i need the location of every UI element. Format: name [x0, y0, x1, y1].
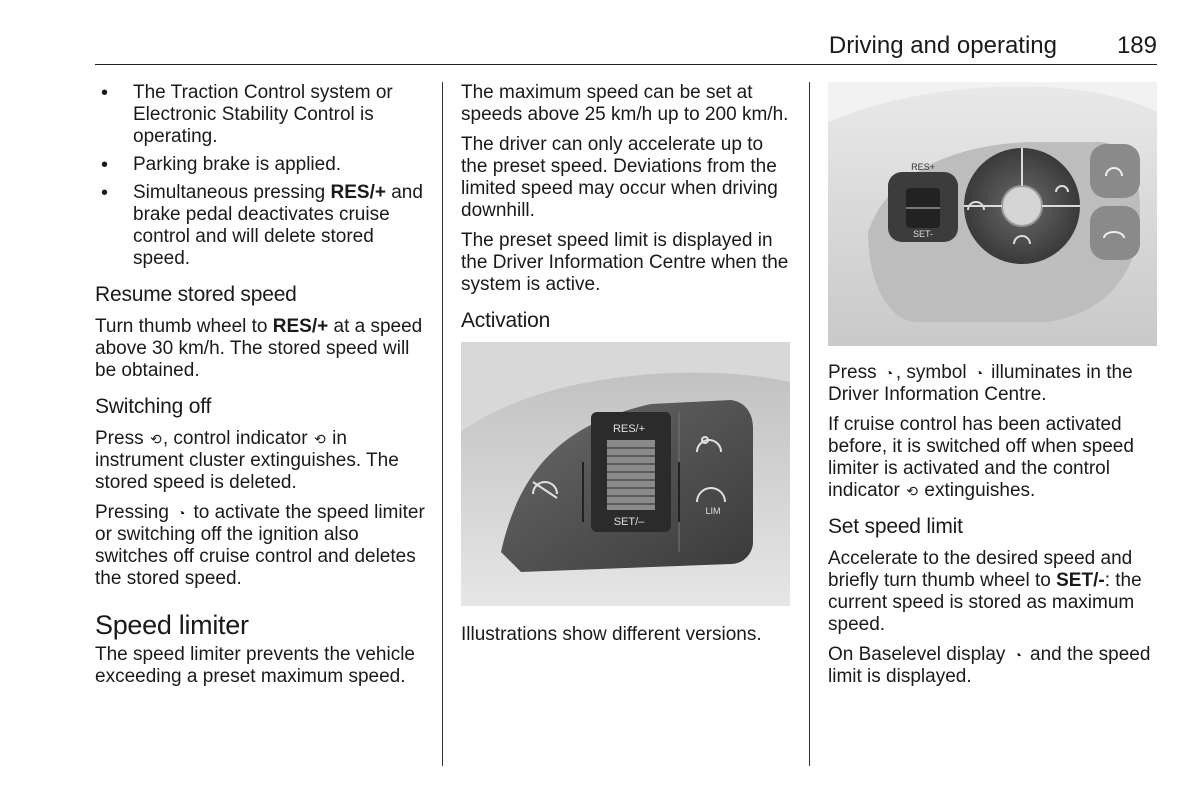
steering-wheel-controls-illustration-2 — [828, 82, 1157, 346]
speed-limiter-icon: ◔ — [974, 365, 984, 381]
speed-limiter-icon: ◔ — [1013, 647, 1022, 663]
column-right — [828, 82, 1157, 696]
column-left — [95, 82, 427, 696]
svg-text:RES/+: RES/+ — [612, 423, 646, 435]
svg-text:SET-: SET- — [912, 229, 934, 239]
heading-activation: Activation — [461, 309, 551, 332]
column-divider-left — [442, 82, 443, 766]
column-divider-right — [809, 82, 810, 766]
accelerate-text: The driver can only accelerate up to the preset speed. Deviations from the limited speed may occur when driving downhill. — [461, 134, 778, 221]
press-limiter-text: Press ◔ , symbol ◔ illuminates in the Driver Information Centre. — [828, 362, 1133, 405]
speed-limiter-icon: ◔ — [884, 365, 894, 381]
cruise-control-off-icon: ⟲ — [906, 483, 918, 499]
cruise-control-off-icon: ⟲ — [313, 431, 326, 447]
heading-speed-limiter: Speed limiter — [95, 610, 249, 640]
cruise-control-off-icon: ⟲ — [149, 431, 162, 447]
steering-wheel-controls-illustration-1 — [461, 342, 790, 606]
header-rule — [95, 64, 1157, 65]
svg-text:LIM: LIM — [705, 506, 721, 516]
column-middle — [461, 82, 791, 654]
cruise-off-text: If cruise control has been activated before, it is switched off when speed limiter is activated and the control indicator ⟲ extinguishes. — [828, 414, 1134, 501]
svg-text:SET/–: SET/– — [613, 516, 645, 528]
figure-caption: Illustrations show different versions. — [461, 624, 762, 645]
max-speed-text: The maximum speed can be set at speeds above 25 km/h up to 200 km/h. — [461, 82, 789, 125]
baselevel-text: On Baselevel display ◔ and the speed limit is displayed. — [828, 644, 1151, 687]
section-title: Driving and operating — [828, 32, 1057, 59]
condition-list — [95, 82, 427, 270]
svg-text:RES+: RES+ — [911, 162, 935, 172]
list-item: • Simultaneous pressing RES/+ and brake pedal deactivates cruise control and will delete stored speed. — [95, 182, 427, 270]
speed-limiter-icon: ◔ — [176, 505, 186, 521]
page-number: 189 — [1116, 32, 1157, 59]
heading-resume-stored-speed: Resume stored speed — [95, 283, 297, 306]
set-speed-text: Accelerate to the desired speed and briefly turn thumb wheel to SET/-: the current speed is stored as maximum speed. — [828, 548, 1142, 635]
list-item: • Parking brake is applied. — [95, 154, 427, 176]
heading-switching-off: Switching off — [95, 395, 212, 418]
list-item: • The Traction Control system or Electronic Stability Control is operating. — [95, 82, 427, 148]
display-text: The preset speed limit is displayed in the Driver Information Centre when the system is active. — [461, 230, 789, 295]
heading-set-speed-limit: Set speed limit — [828, 515, 963, 538]
switching-off-text: Press ⟲, control indicator ⟲ in instrument cluster extinguishes. The stored speed is deleted. — [95, 428, 399, 493]
speed-limiter-intro: The speed limiter prevents the vehicle exceeding a preset maximum speed. — [95, 644, 415, 687]
page-header — [95, 32, 1157, 62]
switching-off-limiter-text: Pressing ◔ to activate the speed limiter or switching off the ignition also switches off cruise control and deletes the stored speed. — [95, 502, 425, 589]
resume-text: Turn thumb wheel to RES/+ at a speed above 30 km/h. The stored speed will be obtained. — [95, 316, 423, 381]
